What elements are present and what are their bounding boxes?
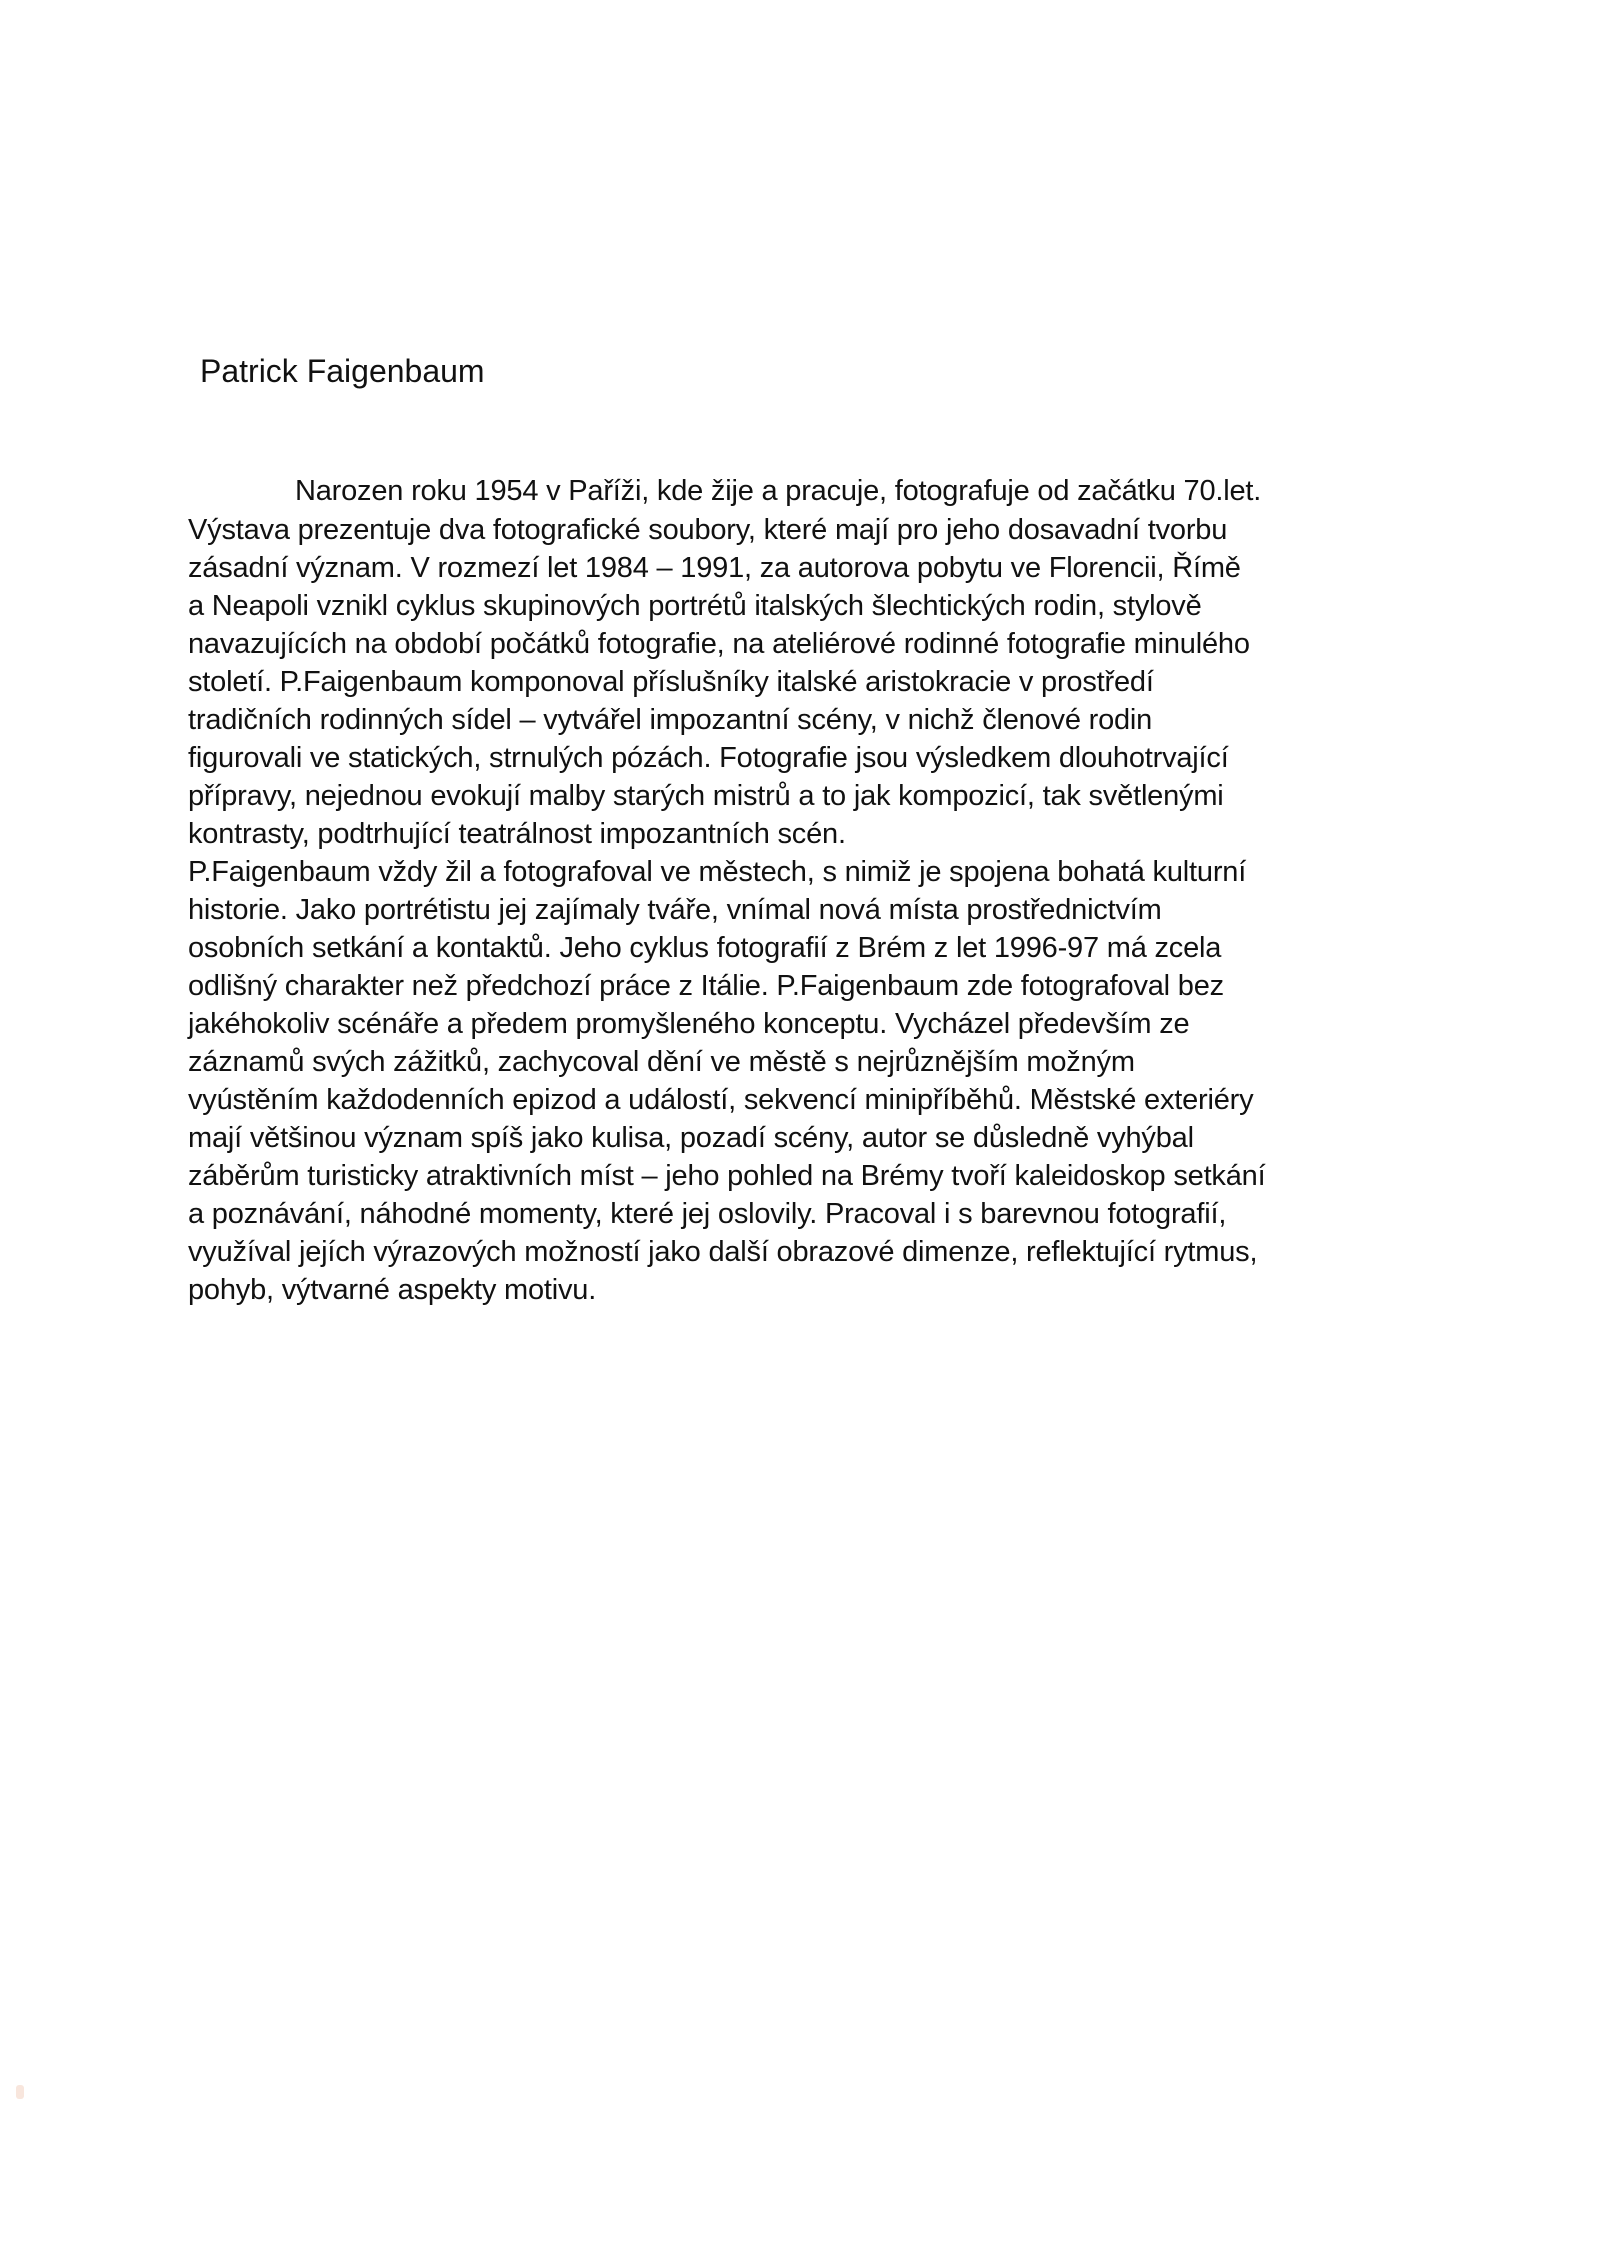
text-line: Narozen roku 1954 v Paříži, kde žije a pracuje, fotografuje od začátku 70.let. [295, 475, 1262, 507]
text-line: a Neapoli vznikl cyklus skupinových portrétů italských šlechtických rodin, stylově [188, 590, 1202, 622]
text-line: tradičních rodinných sídel – vytvářel impozantní scény, v nichž členové rodin [188, 704, 1153, 736]
text-line: Výstava prezentuje dva fotografické soubory, které mají pro jeho dosavadní tvorbu [188, 514, 1228, 546]
text-line: zásadní význam. V rozmezí let 1984 – 1991, za autorova pobytu ve Florencii, Římě [188, 552, 1241, 584]
text-line: přípravy, nejednou evokují malby starých mistrů a to jak kompozicí, tak světlenými [188, 780, 1224, 812]
text-line: navazujících na období počátků fotografie, na ateliérové rodinné fotografie minulého [188, 628, 1250, 660]
text-line: historie. Jako portrétistu jej zajímaly tváře, vnímal nová místa prostřednictvím [188, 894, 1162, 926]
text-line: pohyb, výtvarné aspekty motivu. [188, 1274, 597, 1306]
text-line: jakéhokoliv scénáře a předem promyšleného konceptu. Vycházel především ze [188, 1008, 1190, 1040]
text-line: odlišný charakter než předchozí práce z Itálie. P.Faigenbaum zde fotografoval bez [188, 970, 1224, 1002]
text-line: vyústěním každodenních epizod a událostí, sekvencí minipříběhů. Městské exteriéry [188, 1084, 1254, 1116]
text-line: mají většinou význam spíš jako kulisa, pozadí scény, autor se důsledně vyhýbal [188, 1122, 1194, 1154]
text-line: využíval jejích výrazových možností jako další obrazové dimenze, reflektující rytmus, [188, 1236, 1258, 1268]
text-line: záznamů svých zážitků, zachycoval dění ve městě s nejrůznějším možným [188, 1046, 1135, 1078]
scan-speck [16, 2085, 24, 2099]
text-line: figurovali ve statických, strnulých pózách. Fotografie jsou výsledkem dlouhotrvající [188, 742, 1229, 774]
text-line: století. P.Faigenbaum komponoval příslušníky italské aristokracie v prostředí [188, 666, 1154, 698]
document-title: Patrick Faigenbaum [200, 353, 485, 389]
text-line: záběrům turisticky atraktivních míst – jeho pohled na Brémy tvoří kaleidoskop setkání [188, 1160, 1266, 1192]
text-line: a poznávání, náhodné momenty, které jej oslovily. Pracoval i s barevnou fotografií, [188, 1198, 1227, 1230]
text-line: P.Faigenbaum vždy žil a fotografoval ve městech, s nimiž je spojena bohatá kulturní [188, 856, 1247, 888]
text-line: osobních setkání a kontaktů. Jeho cyklus fotografií z Brém z let 1996-97 má zcela [188, 932, 1222, 964]
text-line: kontrasty, podtrhující teatrálnost impozantních scén. [188, 818, 846, 850]
